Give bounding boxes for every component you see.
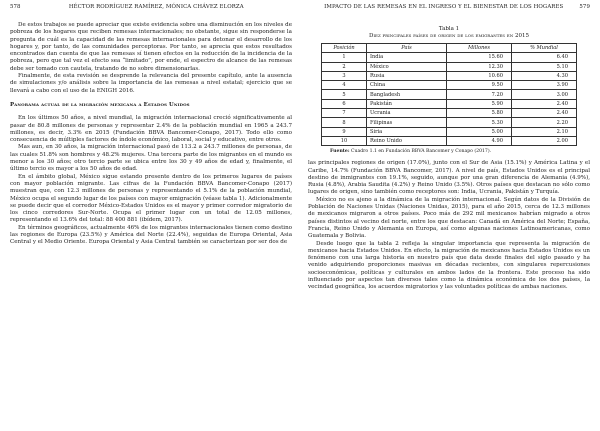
right-paragraph-2: México no es ajeno a la dinámica de la migración internacional. Según datos de la División de Población de Naciones Unidas (Naciones Unidas, 2015), para el año 2015, cerca de 12.3 millones de mexicanos migraron a otros países. Poco más de 292 mil mexicanos habrían migrado a otros países distintos al vecino del norte, entre los que destacan: Canadá en América del Norte; España, Francia, Reino Unido y Alemania en Europa, así como algunas naciones Latinoamericanas, como Guatemala y Bolivia. <box>308 196 590 240</box>
table-caption <box>308 26 590 40</box>
table-row <box>322 71 577 80</box>
cell-millions: 7.20 <box>447 90 512 99</box>
right-running-head-text: IMPACTO DE LAS REMESAS EN EL INGRESO Y EL BIENESTAR DE LOS HOGARES <box>324 4 564 10</box>
col-header-position: Posición <box>322 44 367 53</box>
cell-millions: 4.90 <box>447 136 512 145</box>
col-header-country: País <box>367 44 447 53</box>
cell-world-pct: 3.90 <box>512 81 577 90</box>
right-running-header <box>308 0 590 14</box>
cell-country: México <box>367 62 447 71</box>
cell-position: 4 <box>322 81 367 90</box>
table-row <box>322 62 577 71</box>
cell-millions: 5.00 <box>447 127 512 136</box>
cell-position: 9 <box>322 127 367 136</box>
cell-position: 5 <box>322 90 367 99</box>
cell-position: 6 <box>322 99 367 108</box>
col-header-world-pct: % Mundial <box>512 44 577 53</box>
table-header-row <box>322 44 577 53</box>
right-page <box>300 0 600 431</box>
intro-paragraph-1: De estos trabajos se puede apreciar que existe evidencia sobre una disminución en los niveles de pobreza de los hogares que reciben remesas internacionales; no obstante, sigue sin responderse la pregunta de cuál es la capacidad de las remesas internacionales para detonar el desarrollo de los hogares y, por tanto, de las comunidades perceptoras. Por tanto, se aprecia que estos resultados encontrados dan cuenta de que las remesas sí tienen efectos en la reducción de la incidencia de la pobreza, pero que tal vez el efecto sea “limitado”, por ende, el espectro de alcance de las remesas debe ser tomado con cautela, tratando de no sobre dimensionarlas. <box>10 22 292 72</box>
right-page-number: 579 <box>579 4 590 10</box>
cell-position: 8 <box>322 118 367 127</box>
right-body-text <box>308 160 590 291</box>
cell-world-pct: 2.40 <box>512 99 577 108</box>
section-paragraph-2: Mas aun, en 30 años, la migración internacional pasó de 113.2 a 243.7 millones de personas, de las cuales 51.8% son hombres y 48.2% mujeres. Una tercera parte de los migrantes en el mundo es menor a los 30 años; otro tercio parte se ubica entre los 30 y 49 años de edad y, finalmente, el último tercio es mayor a los 50 años de edad. <box>10 144 292 173</box>
cell-millions: 9.50 <box>447 81 512 90</box>
cell-world-pct: 6.40 <box>512 53 577 62</box>
table-row <box>322 81 577 90</box>
section-paragraph-1: En los últimos 50 años, a nivel mundial, la migración internacional creció significativamente al pasar de 80.8 millones de personas y representar 2.4% de la población mundial en 1965 a 243.7 millones, es decir, 3.3% en 2015 (Fundación BBVA Bancomer-Conapo, 2017). Todo ello como consecuencia de múltiples factores de índole económico, laboral, social y educativo, entre otros. <box>10 115 292 144</box>
cell-country: China <box>367 81 447 90</box>
intro-paragraph-2: Finalmente, de esta revisión se desprende la relevancia del presente capítulo, ante la ausencia de simulaciones y/o análisis sobre la importancia de las remesas a nivel estatal; ejercicio que se llevará a cabo con el uso de la ENIGH 2016. <box>10 73 292 94</box>
cell-world-pct: 2.40 <box>512 109 577 118</box>
cell-world-pct: 4.30 <box>512 71 577 80</box>
right-paragraph-3: Desde luego que la tabla 2 refleja la singular importancia que representa la migración de mexicanos hacia Estados Unidos. En efecto, la migración de mexicanos hacia Estados Unidos es un fenómeno con una larga historia en nuestro país que data desde finales del siglo pasado y ha venido adquiriendo proporciones masivas en décadas recientes, con singulares repercusiones socioeconómicas, políticas y culturales en ambos lados de la frontera. Este proceso ha sido influenciado por aspectos tan diversos tales como la dinámica económica de los dos países, la vecindad geográfica, los acuerdos migratorios y las voluntades políticas de ambas naciones. <box>308 240 590 291</box>
cell-millions: 5.80 <box>447 109 512 118</box>
cell-country: Reino Unido <box>367 136 447 145</box>
cell-country: India <box>367 53 447 62</box>
left-page-number: 578 <box>10 4 21 10</box>
table-source-label: Fuente: <box>330 149 350 155</box>
cell-world-pct: 5.10 <box>512 62 577 71</box>
table-source <box>330 149 590 154</box>
table-row <box>322 90 577 99</box>
left-running-header <box>10 0 292 14</box>
col-header-millions: Millones <box>447 44 512 53</box>
table-title: Diez principales países de origen de los emigrantes en 2015 <box>369 33 529 39</box>
cell-millions: 10.60 <box>447 71 512 80</box>
cell-country: Ucrania <box>367 109 447 118</box>
table-row <box>322 99 577 108</box>
right-paragraph-1: las principales regiones de origen (17.0%), junto con el Sur de Asia (15.1%) y América Latina y el Caribe, 14.7% (Fundación BBVA Bancomer, 2017). A nivel de país, Estados Unidos es el principal destino de inmigrantes con 19.1%, seguido, aunque por una gran diferencia de Alemania (4.9%), Rusia (4.8%), Arabia Saudita (4.2%) y Reino Unido (3.5%). Otros países que destacan no sólo como lugares de origen, sino también como receptores son: India, Ucrania, Pakistán y Turquía. <box>308 160 590 196</box>
section-paragraph-3: En el ámbito global, México sigue estando presente dentro de los primeros lugares de países con mayor población migrante. Las cifras de la Fundación BBVA Bancomer-Conapo (2017) muestran que, con 12.3 millones de personas y representando el 5.1% de la población mundial, México ocupa el segundo lugar de los países con mayor emigración (véase tabla 1). Adicionalmente se puede decir que el corredor México-Estados Unidos es el mayor y primer corredor migratorio de los cinco corredores Sur-Norte. Ocupa el primer lugar con un total de 12.05 millones, representando el 13.6% del total: 88 400 881 (ibídem, 2017). <box>10 173 292 224</box>
left-running-head-text: HÉCTOR RODRÍGUEZ RAMÍREZ, MÓNICA CHÁVEZ ELORZA <box>68 4 244 10</box>
cell-millions: 12.30 <box>447 62 512 71</box>
table-label: Tabla 1 <box>438 26 460 32</box>
left-body-text <box>10 22 292 247</box>
cell-world-pct: 3.00 <box>512 90 577 99</box>
cell-millions: 15.60 <box>447 53 512 62</box>
cell-millions: 5.90 <box>447 99 512 108</box>
cell-country: Filipinas <box>367 118 447 127</box>
table-row <box>322 118 577 127</box>
emigrants-table <box>321 43 577 146</box>
cell-country: Rusia <box>367 71 447 80</box>
table-row <box>322 136 577 145</box>
table-row <box>322 53 577 62</box>
section-paragraph-4: En términos geográficos, actualmente 46% de los migrantes internacionales tienen como destino las regiones de Europa (23.5%) y América del Norte (22.4%), seguidas de Europa Oriental, Asia Central y el Medio Oriente. Europa Oriental y Asia Central también se caracterizan por ser dos de <box>10 224 292 246</box>
table-row <box>322 127 577 136</box>
cell-position: 7 <box>322 109 367 118</box>
cell-position: 2 <box>322 62 367 71</box>
cell-position: 1 <box>322 53 367 62</box>
table-row <box>322 109 577 118</box>
section-heading: Panorama actual de la migración mexicana a Estados Unidos <box>10 101 190 108</box>
cell-position: 3 <box>322 71 367 80</box>
cell-country: Bangladesh <box>367 90 447 99</box>
cell-country: Siria <box>367 127 447 136</box>
cell-position: 10 <box>322 136 367 145</box>
table-source-text: Cuadro 1.1 en Fundación BBVA Bancomer y Conapo (2017). <box>351 149 492 155</box>
cell-millions: 5.30 <box>447 118 512 127</box>
cell-country: Pakistán <box>367 99 447 108</box>
cell-world-pct: 2.20 <box>512 118 577 127</box>
cell-world-pct: 2.00 <box>512 136 577 145</box>
cell-world-pct: 2.10 <box>512 127 577 136</box>
